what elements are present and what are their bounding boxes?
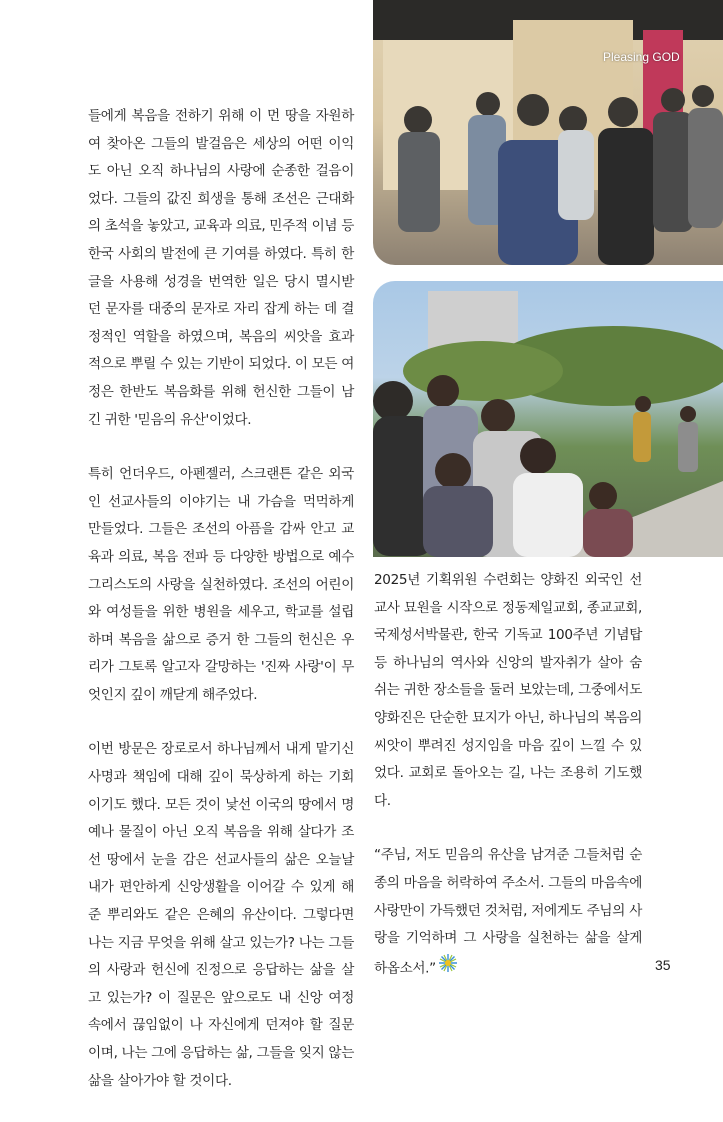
paragraph: 2025년 기획위원 수련회는 양화진 외국인 선교사 묘원을 시작으로 정동제일교회, 종교교회, 국제성서박물관, 한국 기독교 100주년 기념탑 등 하나님의 역사와 신앙의 발자취가 살아 숨 쉬는 귀한 장소들을 둘러 보았는데, 그중에서도 양화진은 단순한 묘지가 아닌, 하나님의 복음의 씨앗이 뿌려진 성지임을 마음 깊이 느낄 수 있었다. 교회로 돌아오는 길, 나는 조용히 기도했다.	[374, 572, 642, 809]
page-number: 35	[655, 957, 671, 973]
museum-scene	[373, 0, 723, 265]
right-column	[374, 567, 642, 1010]
paragraph: 들에게 복음을 전하기 위해 이 먼 땅을 자원하여 찾아온 그들의 발걸음은 세상의 어떤 이익도 아닌 오직 하나님의 사랑에 순종한 걸음이었다. 그들의 값진 희생을 통해 조선은 근대화의 초석을 놓았고, 교육과 의료, 민주적 이념 등 한국 사회의 발전에 큰 기여를 하였다. 특히 한글을 사용해 성경을 번역한 일은 당시 멸시받던 문자를 대중의 문자로 자리 잡게 하는 데 결정적인 역할을 하였으며, 복음의 씨앗을 효과적으로 뿌릴 수 있는 기반이 되었다. 이 모든 여정은 한반도 복음화를 위해 헌신한 그들이 남긴 귀한 '믿음의 유산'이었다.	[88, 108, 354, 428]
museum-photo	[373, 0, 723, 265]
photo-caption: Pleasing GOD	[603, 50, 680, 64]
group-prayer-photo	[373, 281, 723, 557]
flower-icon	[438, 953, 458, 984]
prayer-text: “주님, 저도 믿음의 유산을 남겨준 그들처럼 순종의 마음을 허락하여 주소서. 그들의 마음속에 사랑만이 가득했던 것처럼, 저에게도 주님의 사랑을 기억하며 그 사랑을 실천하는 삶을 살게 하옵소서.”	[374, 847, 642, 977]
paragraph: 이번 방문은 장로로서 하나님께서 내게 맡기신 사명과 책임에 대해 깊이 묵상하게 하는 기회이기도 했다. 모든 것이 낯선 이국의 땅에서 명예나 물질이 아닌 오직 복음을 위해 살다가 조선 땅에서 눈을 감은 선교사들의 삶은 오늘날 내가 편안하게 신앙생활을 이어갈 수 있게 해준 뿌리와도 같은 은혜의 유산이다. 그렇다면 나는 지금 무엇을 위해 살고 있는가? 나는 그들의 사랑과 헌신에 진정으로 응답하는 삶을 살고 있는가? 이 질문은 앞으로도 내 신앙 여정 속에서 끊임없이 나 자신에게 던져야 할 질문이며, 나는 그에 응답하는 삶, 그들을 잊지 않는 삶을 살아가야 할 것이다.	[88, 741, 354, 1089]
outdoor-scene	[373, 281, 723, 557]
paragraph: 특히 언더우드, 아펜젤러, 스크랜튼 같은 외국인 선교사들의 이야기는 내 가슴을 먹먹하게 만들었다. 그들은 조선의 아픔을 감싸 안고 교육과 의료, 복음 전파 등 다양한 방법으로 예수 그리스도의 사랑을 실천하였다. 조선의 어린이와 여성들을 위한 병원을 세우고, 학교를 설립하며 복음을 삶으로 증거 한 그들의 헌신은 우리가 그토록 알고자 갈망하는 '진짜 사랑'이 무엇인지 깊이 깨닫게 해주었다.	[88, 466, 354, 703]
left-column	[88, 103, 354, 1122]
prayer-paragraph	[374, 842, 642, 983]
